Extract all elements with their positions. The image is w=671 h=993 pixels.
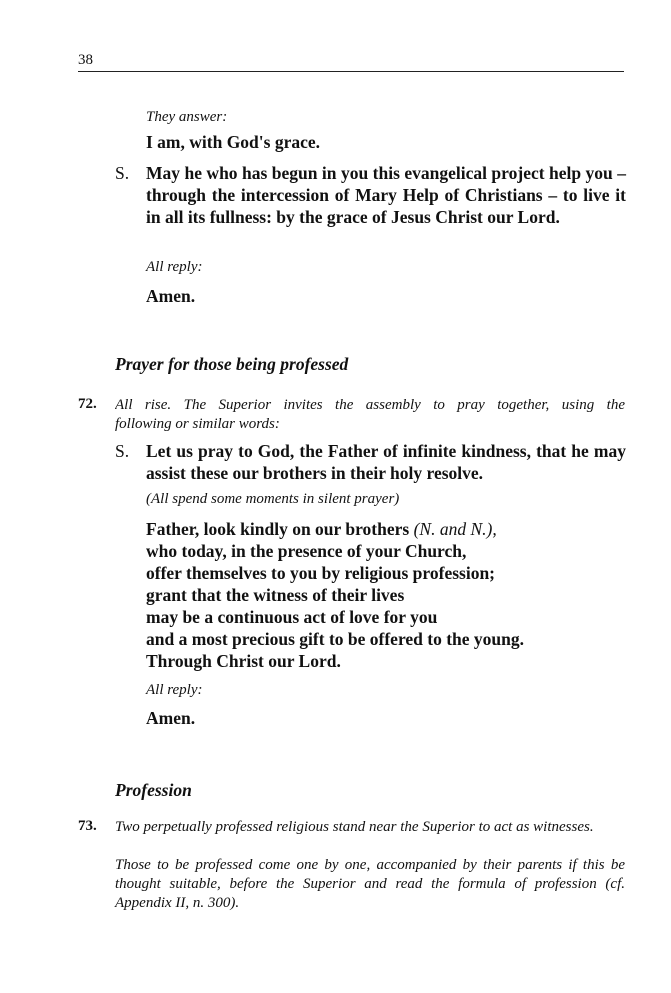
paragraph-number-72: 72. [78, 396, 97, 412]
prayer-line [146, 518, 524, 540]
rubric-all-reply: All reply: [146, 682, 203, 698]
rubric-73-witnesses: Two perpetually professed religious stand near the Superior to act as witnesses. [115, 819, 594, 835]
amen-response: Amen. [146, 286, 196, 306]
paragraph-number-73: 73. [78, 818, 97, 834]
prayer-line: who today, in the presence of your Church, [146, 541, 467, 561]
response-text: I am, with God's grace. [146, 132, 321, 152]
section-heading-prayer: Prayer for those being professed [115, 354, 349, 374]
amen-response: Amen. [146, 708, 196, 728]
prayer-line: grant that the witness of their lives [146, 585, 405, 605]
rubric-72: All rise. The Superior invites the assembly to pray together, using the [115, 397, 625, 413]
prayer-line: offer themselves to you by religious profession; [146, 563, 496, 583]
invitation-text: Let us pray to God, the Father of infinite kindness, that he may assist these our brothers in their holy resolve. [146, 441, 626, 483]
prayer-names-placeholder: (N. and N.), [413, 519, 497, 539]
rubric-73-procedure: Those to be professed come one by one, accompanied by their parents if this be thought suitable, before the Superior and read the formula of profession (cf. Appendix II, n. 300). [115, 857, 625, 911]
rubric-all-reply: All reply: [146, 259, 203, 275]
prayer-line: and a most precious gift to be offered to the young. [146, 629, 525, 649]
rubric-silent-prayer: (All spend some moments in silent prayer) [146, 491, 400, 507]
rubric-they-answer: They answer: [146, 109, 228, 125]
section-heading-profession: Profession [115, 780, 192, 800]
blessing-text: May he who has begun in you this evangelical project help you – through the intercession of Mary Help of Christians – to live it in all its fullness: by the grace of Jesus Christ our Lord. [146, 163, 626, 227]
speaker-label-s: S. [115, 441, 130, 461]
header-rule [78, 71, 624, 72]
prayer-line: may be a continuous act of love for you [146, 607, 438, 627]
prayer-line: Through Christ our Lord. [146, 651, 341, 671]
rubric-72-line-2: following or similar words: [115, 416, 280, 432]
speaker-label-s: S. [115, 163, 130, 183]
prayer-text [146, 518, 524, 672]
prayer-line-text: Father, look kindly on our brothers [146, 519, 410, 539]
page-number: 38 [78, 52, 93, 68]
